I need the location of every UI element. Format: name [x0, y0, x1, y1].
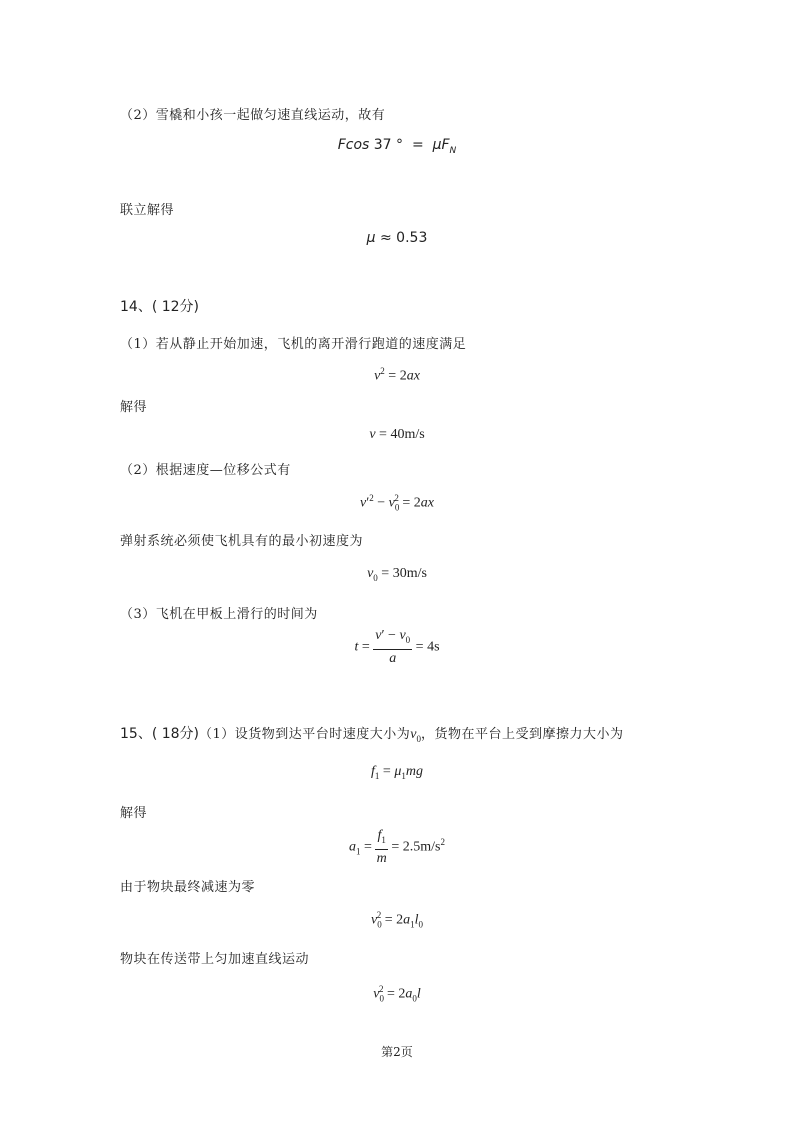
equation-q14-time: t = $\frac{v' - v_0}{a}$ = 4s: [354, 628, 440, 666]
paragraph-q14-part2: （2）根据速度—位移公式有: [120, 463, 291, 478]
question-15-header: 15、( 18分): [120, 726, 200, 742]
paragraph-part2-intro: （2）雪橇和小孩一起做匀速直线运动，故有: [120, 108, 386, 123]
paragraph-q15-part3: 物块在传送带上匀加速直线运动: [120, 952, 310, 967]
paragraph-q15-part1-a: （1）设货物到达平台时速度大小为: [199, 727, 411, 742]
equation-q14-initial-velocity: $v_0 = 30m/s$: [367, 566, 427, 583]
equation-q15-friction: $f_1 = \mu_1mg$: [371, 764, 423, 781]
variable-v0: $v_0$: [410, 727, 422, 744]
solve-label: 解得: [120, 806, 148, 821]
equation-q15-acceleration-belt: $v_0^2 = 2a_0l$: [373, 984, 421, 1004]
solve-label: 联立解得: [120, 203, 175, 218]
equation-q14-velocity: v = 40m/s: [369, 427, 425, 442]
equation-mu: μ ≈ 0.53: [366, 230, 428, 246]
paragraph-q14-part3: （3）飞机在甲板上滑行的时间为: [120, 607, 318, 622]
equation-friction: Fcos 37 ° = $\mu F_N$: [337, 137, 457, 156]
equation-q14-displacement: $v'^2 - v_0^2 = 2ax$: [359, 493, 435, 513]
equation-q15-deceleration: $v_0^2 = 2a_1l_0$: [370, 910, 423, 930]
equation-q14-velocity-squared: $v^2 = 2ax$: [374, 366, 420, 384]
paragraph-q15-part1-b: ，货物在平台上受到摩擦力大小为: [421, 727, 624, 742]
solve-label: 解得: [120, 400, 148, 415]
question-15-line: [120, 723, 624, 744]
paragraph-q14-min-velocity: 弹射系统必须使飞机具有的最小初速度为: [120, 534, 364, 549]
page-number: 第2页: [381, 1045, 413, 1059]
equation-q15-acceleration: $a_1$ = $\frac{f_1}{m}$ = $2.5m/s^2$: [349, 828, 445, 866]
paragraph-q15-part2: 由于物块最终减速为零: [120, 880, 256, 895]
paragraph-q14-part1: （1）若从静止开始加速，飞机的离开滑行跑道的速度满足: [120, 337, 467, 352]
fraction: $\frac{v' - v_0}{a}$: [375, 628, 411, 666]
fraction: $\frac{f_1}{m}$: [376, 828, 387, 866]
question-14-header: 14、( 12分): [120, 299, 200, 315]
